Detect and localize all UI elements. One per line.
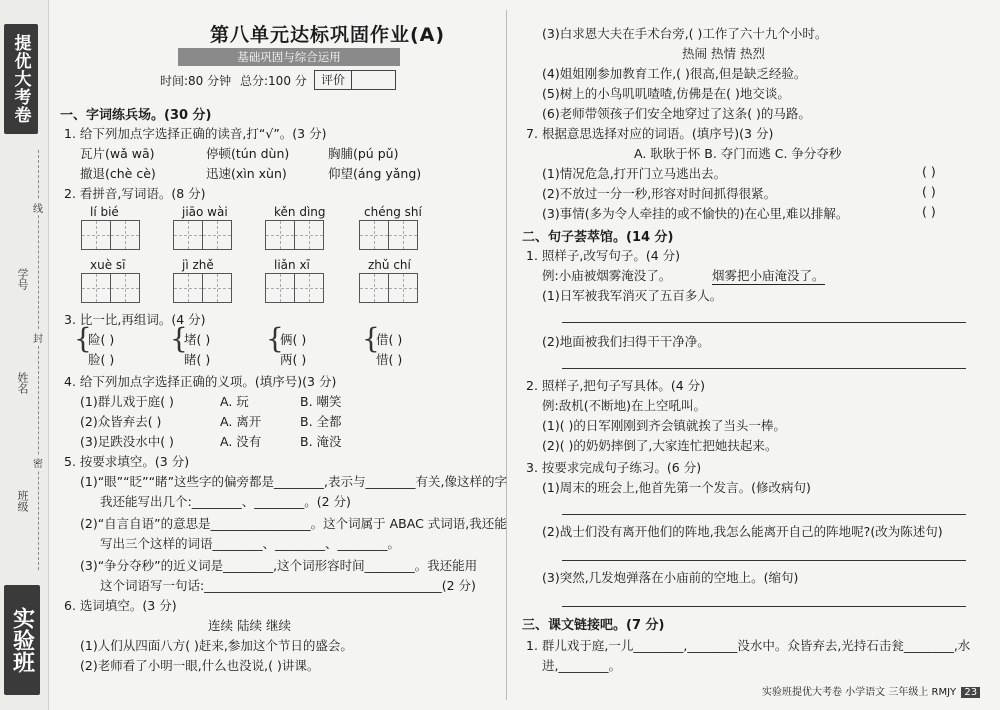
q3-item[interactable]: 睹( ) [184, 352, 211, 367]
pinyin-label: lí bié [90, 205, 119, 219]
brace: { [266, 322, 284, 355]
total-score: 总分:100 分 [240, 74, 307, 88]
writing-grid[interactable] [266, 273, 324, 303]
q1-item[interactable]: 胸脯(pú pǔ) [328, 146, 399, 161]
q5-1-line-a[interactable]: (1)“眼”“眨”“睹”这些字的偏旁都是________,表示与________有关,像这样的字 [80, 474, 508, 489]
p1-example: 例:小庙被烟雾淹没了。 [542, 268, 672, 283]
time-limit: 时间:80 分钟 [160, 74, 232, 88]
class-label: 班级 [16, 490, 29, 512]
q5-3-line-b[interactable]: 这个词语写一句话:______________________________________(2 分) [100, 578, 476, 593]
q4-option[interactable]: B. 嘲笑 [300, 394, 342, 409]
q1-item[interactable]: 撤退(chè cè) [80, 166, 156, 181]
q3-item[interactable]: 险( ) [88, 332, 115, 347]
p3-prompt: 3. 按要求完成句子练习。(6 分) [526, 460, 702, 475]
q5-2-line-b[interactable]: 写出三个这样的词语________、________、________。 [100, 536, 401, 551]
p2-item-2[interactable]: (2)( )的奶奶摔倒了,大家连忙把她扶起来。 [542, 438, 778, 453]
seal-mark-line: 线 [33, 200, 43, 215]
page-subtitle: 基础巩固与综合运用 [178, 48, 400, 66]
pinyin-label: xuè sī [90, 258, 126, 272]
writing-grid[interactable] [360, 273, 418, 303]
q3-item[interactable]: 惜( ) [376, 352, 403, 367]
p3-item-1: (1)周末的班会上,他首先第一个发言。(修改病句) [542, 480, 811, 495]
q1-item[interactable]: 停顿(tún dùn) [206, 146, 290, 161]
q3-item[interactable]: 两( ) [280, 352, 307, 367]
section-1-heading: 一、字词练兵场。(30 分) [60, 108, 212, 123]
q4-question[interactable]: (2)众皆弃去( ) [80, 414, 162, 429]
answer-line[interactable] [562, 514, 966, 515]
writing-grid[interactable] [360, 220, 418, 250]
evaluation-box[interactable] [314, 70, 396, 90]
q4-option[interactable]: A. 玩 [220, 394, 249, 409]
p3-item-3: (3)突然,几发炮弹落在小庙前的空地上。(缩句) [542, 570, 799, 585]
answer-paren[interactable]: ( ) [922, 184, 936, 199]
brand-bottom-logo: 实验班 [4, 585, 40, 695]
brace: { [74, 322, 92, 355]
brace: { [170, 322, 188, 355]
q1-item[interactable]: 迅速(xìn xùn) [206, 166, 287, 181]
pinyin-label: liǎn xī [274, 258, 310, 272]
pinyin-label: jiāo wài [182, 205, 228, 219]
answer-line[interactable] [562, 560, 966, 561]
answer-paren[interactable]: ( ) [922, 164, 936, 179]
student-id-label: 学号 [16, 268, 29, 290]
q4-question[interactable]: (1)群儿戏于庭( ) [80, 394, 174, 409]
q6-item-2[interactable]: (2)老师看了小明一眼,什么也没说,( )讲课。 [80, 658, 320, 673]
q3-item[interactable]: 俩( ) [280, 332, 307, 347]
q1-item[interactable]: 瓦片(wǎ wā) [80, 146, 155, 161]
writing-grid[interactable] [174, 273, 232, 303]
page-number: 23 [961, 687, 980, 698]
q3-item[interactable]: 堵( ) [184, 332, 211, 347]
q5-1-line-b[interactable]: 我还能写出几个:________、________。(2 分) [100, 494, 351, 509]
binding-sidebar [0, 0, 49, 710]
q5-prompt: 5. 按要求填空。(3 分) [64, 454, 190, 469]
p2-item-1[interactable]: (1)( )的日军刚刚到齐会镇就挨了当头一棒。 [542, 418, 786, 433]
q6-item-1[interactable]: (1)人们从四面八方( )赶来,参加这个节日的盛会。 [80, 638, 353, 653]
seal-mark-secret: 密 [33, 455, 43, 470]
q4-option[interactable]: B. 淹没 [300, 434, 342, 449]
q4-option[interactable]: A. 没有 [220, 434, 262, 449]
q7-options: A. 耿耿于怀 B. 夺门而逃 C. 争分夺秒 [634, 146, 842, 161]
writing-grid[interactable] [82, 220, 140, 250]
c1-line-b[interactable]: 进,________。 [542, 658, 621, 673]
q3-item[interactable]: 借( ) [376, 332, 403, 347]
q1-item[interactable]: 仰望(áng yǎng) [328, 166, 422, 181]
answer-line[interactable] [562, 368, 966, 369]
section-3-heading: 三、课文链接吧。(7 分) [522, 618, 665, 633]
pinyin-label: jì zhě [182, 258, 214, 272]
answer-paren[interactable]: ( ) [922, 204, 936, 219]
footer-text: 实验班提优大考卷 小学语文 三年级上 RMJY [762, 687, 957, 698]
p1-example-answer: 烟雾把小庙淹没了。 [712, 268, 825, 283]
q7-item-2: (2)不放过一分一秒,形容对时间抓得很紧。 [542, 186, 777, 201]
q4-option[interactable]: B. 全都 [300, 414, 342, 429]
answer-line[interactable] [562, 606, 966, 607]
writing-grid[interactable] [266, 220, 324, 250]
pinyin-label: kěn dìng [274, 205, 326, 219]
page-footer [762, 683, 980, 698]
q3-prompt: 3. 比一比,再组词。(4 分) [64, 312, 206, 327]
q4-option[interactable]: A. 离开 [220, 414, 262, 429]
p1-item-2: (2)地面被我们扫得干干净净。 [542, 334, 710, 349]
q7-item-1: (1)情况危急,打开门立马逃出去。 [542, 166, 727, 181]
q5-3-line-a[interactable]: (3)“争分夺秒”的近义词是________,这个词形容时间________。我还能用 [80, 558, 478, 573]
page-title: 第八单元达标巩固作业(A) [210, 24, 446, 46]
p1-item-1: (1)日军被我军消灭了五百多人。 [542, 288, 723, 303]
q4-prompt: 4. 给下列加点字选择正确的义项。(填序号)(3 分) [64, 374, 337, 389]
q7-item-3: (3)事情(多为令人牵挂的或不愉快的)在心里,难以排解。 [542, 206, 849, 221]
evaluation-label: 评价 [315, 71, 352, 89]
q6-item-5[interactable]: (5)树上的小鸟叽叽喳喳,仿佛是在( )地交谈。 [542, 86, 790, 101]
q7-prompt: 7. 根据意思选择对应的词语。(填序号)(3 分) [526, 126, 774, 141]
p3-item-2: (2)战士们没有离开他们的阵地,我怎么能离开自己的阵地呢?(改为陈述句) [542, 524, 943, 539]
q6-word-bank-2: 热闹 热情 热烈 [682, 46, 765, 61]
writing-grid[interactable] [82, 273, 140, 303]
brace: { [362, 322, 380, 355]
q2-prompt: 2. 看拼音,写词语。(8 分) [64, 186, 206, 201]
q4-question[interactable]: (3)足跌没水中( ) [80, 434, 174, 449]
brand-top-logo: 提优大考卷 [4, 24, 38, 134]
column-divider [506, 10, 507, 700]
writing-grid[interactable] [174, 220, 232, 250]
student-name-label: 姓名 [16, 372, 29, 394]
q5-2-line-a[interactable]: (2)“自言自语”的意思是________________。这个词属于 ABAC 式词语,我还能 [80, 516, 507, 531]
q6-item-6[interactable]: (6)老师带领孩子们安全地穿过了这条( )的马路。 [542, 106, 811, 121]
p2-prompt: 2. 照样子,把句子写具体。(4 分) [526, 378, 706, 393]
q1-prompt: 1. 给下列加点字选择正确的读音,打“√”。(3 分) [64, 126, 327, 141]
q6-prompt: 6. 选词填空。(3 分) [64, 598, 177, 613]
c1-line-a[interactable]: 1. 群儿戏于庭,一儿________,________没水中。众皆弃去,光持石击瓮________,水 [526, 638, 971, 653]
p1-prompt: 1. 照样子,改写句子。(4 分) [526, 248, 681, 263]
q3-item[interactable]: 脸( ) [88, 352, 115, 367]
p2-example: 例:敌机(不断地)在上空吼叫。 [542, 398, 706, 413]
section-2-heading: 二、句子荟萃馆。(14 分) [522, 230, 674, 245]
q6-item-3[interactable]: (3)白求恩大夫在手术台旁,( )工作了六十九个小时。 [542, 26, 828, 41]
q6-word-bank: 连续 陆续 继续 [208, 618, 291, 633]
q6-item-4[interactable]: (4)姐姐刚参加教育工作,( )很高,但是缺乏经验。 [542, 66, 807, 81]
pinyin-label: chéng shí [364, 205, 422, 219]
seal-mark-seal: 封 [33, 330, 43, 345]
answer-line[interactable] [562, 322, 966, 323]
pinyin-label: zhǔ chí [368, 258, 411, 272]
